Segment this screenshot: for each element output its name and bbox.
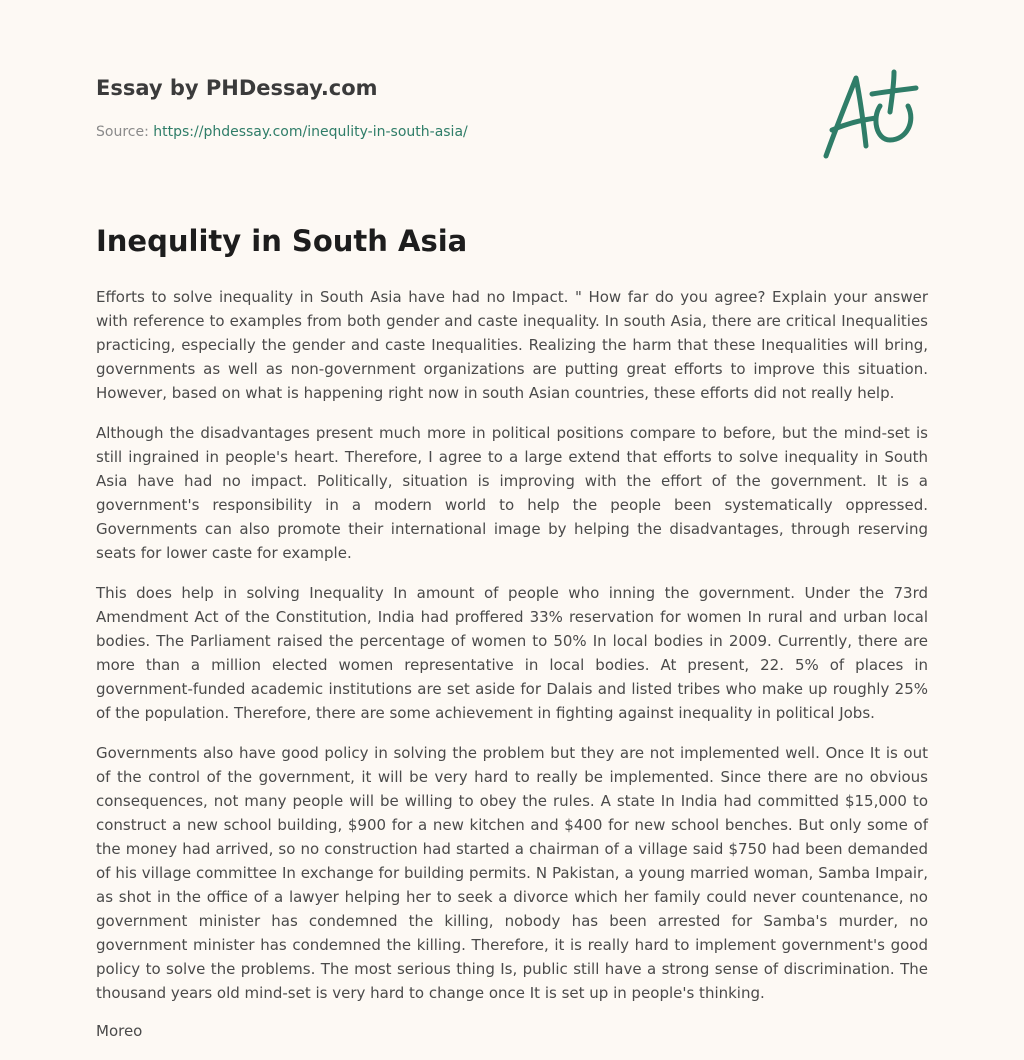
truncated-text: Moreo xyxy=(96,1022,143,1040)
paragraph-2: Although the disadvantages present much more in political positions compare to before, but the mind-set is still ingrained in people's heart. Therefore, I agree to a large extend that efforts to solve inequality in South Asia have had no impact. Politically, situation is improving with the effort of the government. It is a government's responsibility in a modern world to help the people been systematically oppressed. Governments can also promote their international image by helping the disadvantages, through reserving seats for lower caste for example. xyxy=(96,424,928,562)
page-title: Inequlity in South Asia xyxy=(96,224,468,258)
paragraph-4: Governments also have good policy in solving the problem but they are not implemented well. Once It is out of the control of the government, it will be very hard to really be implemented. Since there are no obvious consequences, not many people will be willing to obey the rules. A state In India had committed $15,000 to construct a new school building, $900 for a new kitchen and $400 for new school benches. But only some of the money had arrived, so no construction had started a chairman of a village said $750 had been demanded of his village committee In exchange for building permits. N Pakistan, a young married woman, Samba Impair, as shot in the office of a lawyer helping her to seek a divorce which her family could never countenance, no government minister has condemned the killing, nobody has been arrested for Samba's murder, no government minister has condemned the killing. Therefore, it is really hard to implement government's good policy to solve the problems. The most serious thing Is, public still have a strong sense of discrimination. The thousand years old mind-set is very hard to change once It is set up in people's thinking. xyxy=(96,744,928,1002)
paragraph-3: This does help in solving Inequality In amount of people who inning the government. Under the 73rd Amendment Act of the Constitution, India had proffered 33% reservation for women In rural and urban local bodies. The Parliament raised the percentage of women to 50% In local bodies in 2009. Currently, there are more than a million elected women representative in local bodies. At present, 22. 5% of places in government-funded academic institutions are set aside for Dalais and listed tribes who make up roughly 25% of the population. Therefore, there are some achievement in fighting against inequality in political Jobs. xyxy=(96,584,928,722)
essay-body xyxy=(96,285,928,1021)
source-label: Source: xyxy=(96,124,149,140)
source-line xyxy=(96,124,468,140)
a-plus-logo-icon xyxy=(820,68,924,164)
source-link[interactable]: https://phdessay.com/inequlity-in-south-asia/ xyxy=(153,124,468,140)
paragraph-1: Efforts to solve inequality in South Asia have had no Impact. " How far do you agree? Explain your answer with reference to examples from both gender and caste inequality. In south Asia, there are critical Inequalities practicing, especially the gender and caste Inequalities. Realizing the harm that these Inequalities will bring, governments as well as non-government organizations are putting great efforts to improve this situation. However, based on what is happening right now in south Asian countries, these efforts did not really help. xyxy=(96,288,928,402)
site-brand: Essay by PHDessay.com xyxy=(96,76,378,100)
